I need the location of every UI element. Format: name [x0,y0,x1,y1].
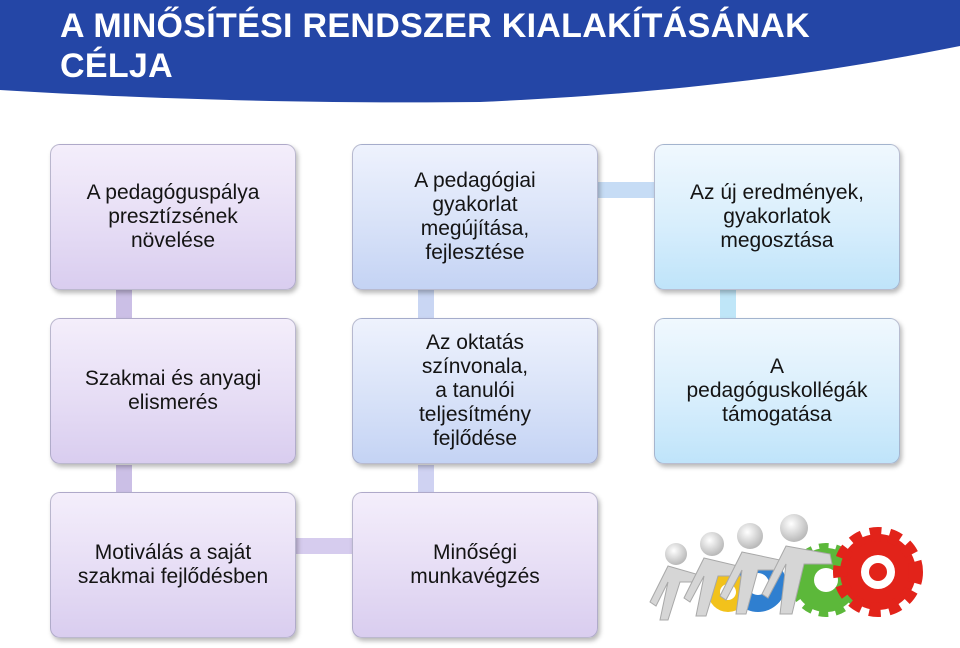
connector-education-renewal [418,290,434,320]
goal-box-label: Szakmai és anyagi elismerés [84,367,262,414]
goal-box-label: Motiválás a saját szakmai fejlődésben [77,541,269,588]
goal-box-renewal [352,144,598,290]
goal-box-colleague-support [654,318,900,464]
red-gear-icon [840,534,916,610]
connector-quality-education [418,465,434,495]
goal-box-prestige [50,144,296,290]
team-pushing-gears-icon [646,510,936,628]
goal-box-label: A pedagóguskollégák támogatása [686,355,868,426]
connector-recognition-motivation [116,465,132,495]
goal-box-label: A pedagógiai gyakorlat megújítása, fejlesztése [414,169,536,264]
goal-box-label: A pedagóguspálya presztízsének növelése [86,181,260,252]
goal-box-label: Az oktatás színvonala, a tanulói teljesítmény fejlődése [418,331,532,450]
goal-box-education-level [352,318,598,464]
goal-box-label: Az új eredmények, gyakorlatok megosztása [690,181,864,252]
slide-title: A MINŐSÍTÉSI RENDSZER KIALAKÍTÁSÁNAK CÉLJA [60,7,811,85]
connector-motivation-quality [296,538,356,554]
connector-sharing-support [720,290,736,320]
goal-box-quality-work [352,492,598,638]
goal-box-recognition [50,318,296,464]
goal-box-motivation [50,492,296,638]
goal-box-sharing [654,144,900,290]
goal-box-label: Minőségi munkavégzés [410,541,540,588]
connector-prestige-recognition [116,290,132,320]
connector-renewal-sharing [598,182,660,198]
